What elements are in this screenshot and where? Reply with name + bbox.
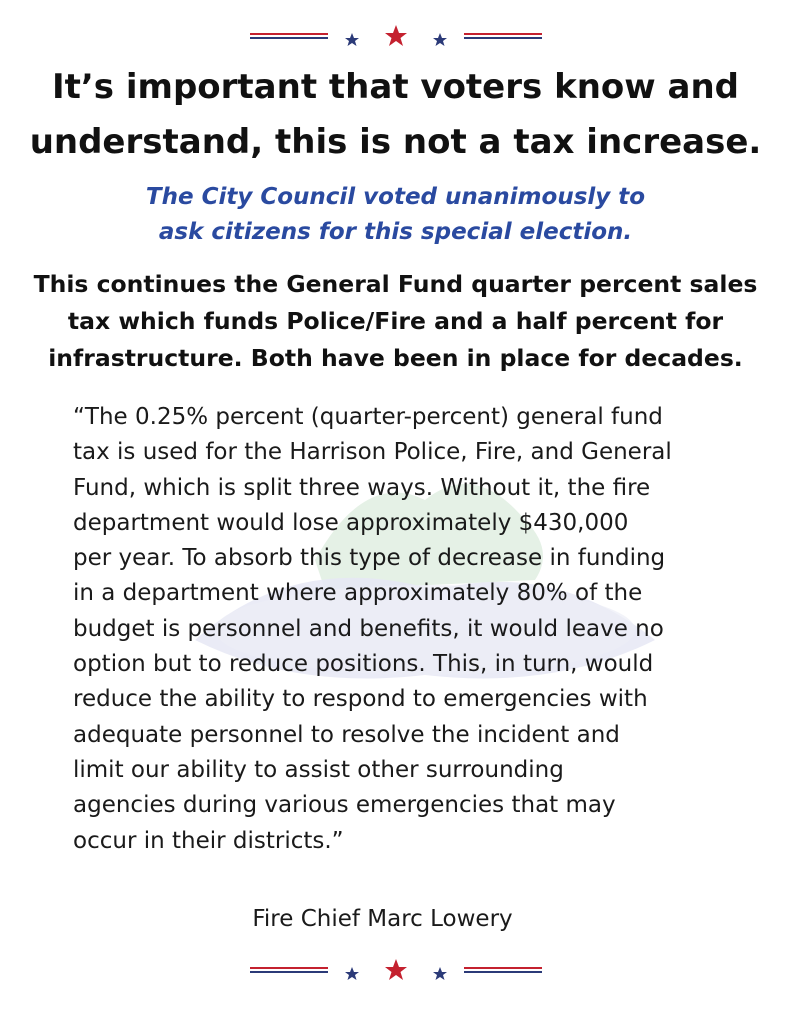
summary-paragraph (0, 266, 791, 377)
star-icon (345, 967, 359, 980)
quote-line: per year. To absorb this type of decrease in funding (73, 545, 666, 572)
subhead-line: ask citizens for this special election. (158, 219, 633, 245)
quote-line: limit our ability to assist other surrounding (73, 756, 564, 783)
quote-line: in a department where approximately 80% of the (73, 580, 643, 607)
quote-line: option but to reduce positions. This, in turn, would (73, 651, 654, 678)
bottom-star-divider (0, 956, 791, 986)
headline-line: understand, this is not a tax increase. (29, 122, 762, 162)
quote-line: agencies during various emergencies that may (73, 792, 616, 819)
quote-line: adequate personnel to resolve the incident and (73, 721, 620, 748)
chief-quote (73, 400, 743, 859)
summary-line: This continues the General Fund quarter percent sales (33, 270, 758, 298)
star-icon (385, 959, 407, 980)
top-star-divider (0, 22, 791, 52)
quote-line: reduce the ability to respond to emergencies with (73, 686, 648, 713)
star-icon (433, 33, 447, 46)
quote-line: budget is personnel and benefits, it would leave no (73, 615, 664, 642)
quote-line: department would lose approximately $430,000 (73, 509, 629, 536)
summary-line: infrastructure. Both have been in place for decades. (48, 344, 743, 372)
quote-line: tax is used for the Harrison Police, Fire, and General (73, 439, 672, 466)
quote-line: “The 0.25% percent (quarter-percent) general fund (73, 404, 663, 430)
star-icon (345, 33, 359, 46)
quote-attribution: Fire Chief Marc Lowery (252, 906, 513, 932)
star-icon (385, 25, 407, 46)
summary-line: tax which funds Police/Fire and a half percent for (67, 307, 724, 335)
headline-line: It’s important that voters know and (51, 67, 739, 107)
subhead-line: The City Council voted unanimously to (145, 184, 646, 210)
quote-line: Fund, which is split three ways. Without it, the fire (73, 474, 651, 501)
quote-line: occur in their districts.” (73, 827, 344, 854)
headline (0, 60, 791, 170)
subhead (0, 180, 791, 250)
star-icon (433, 967, 447, 980)
